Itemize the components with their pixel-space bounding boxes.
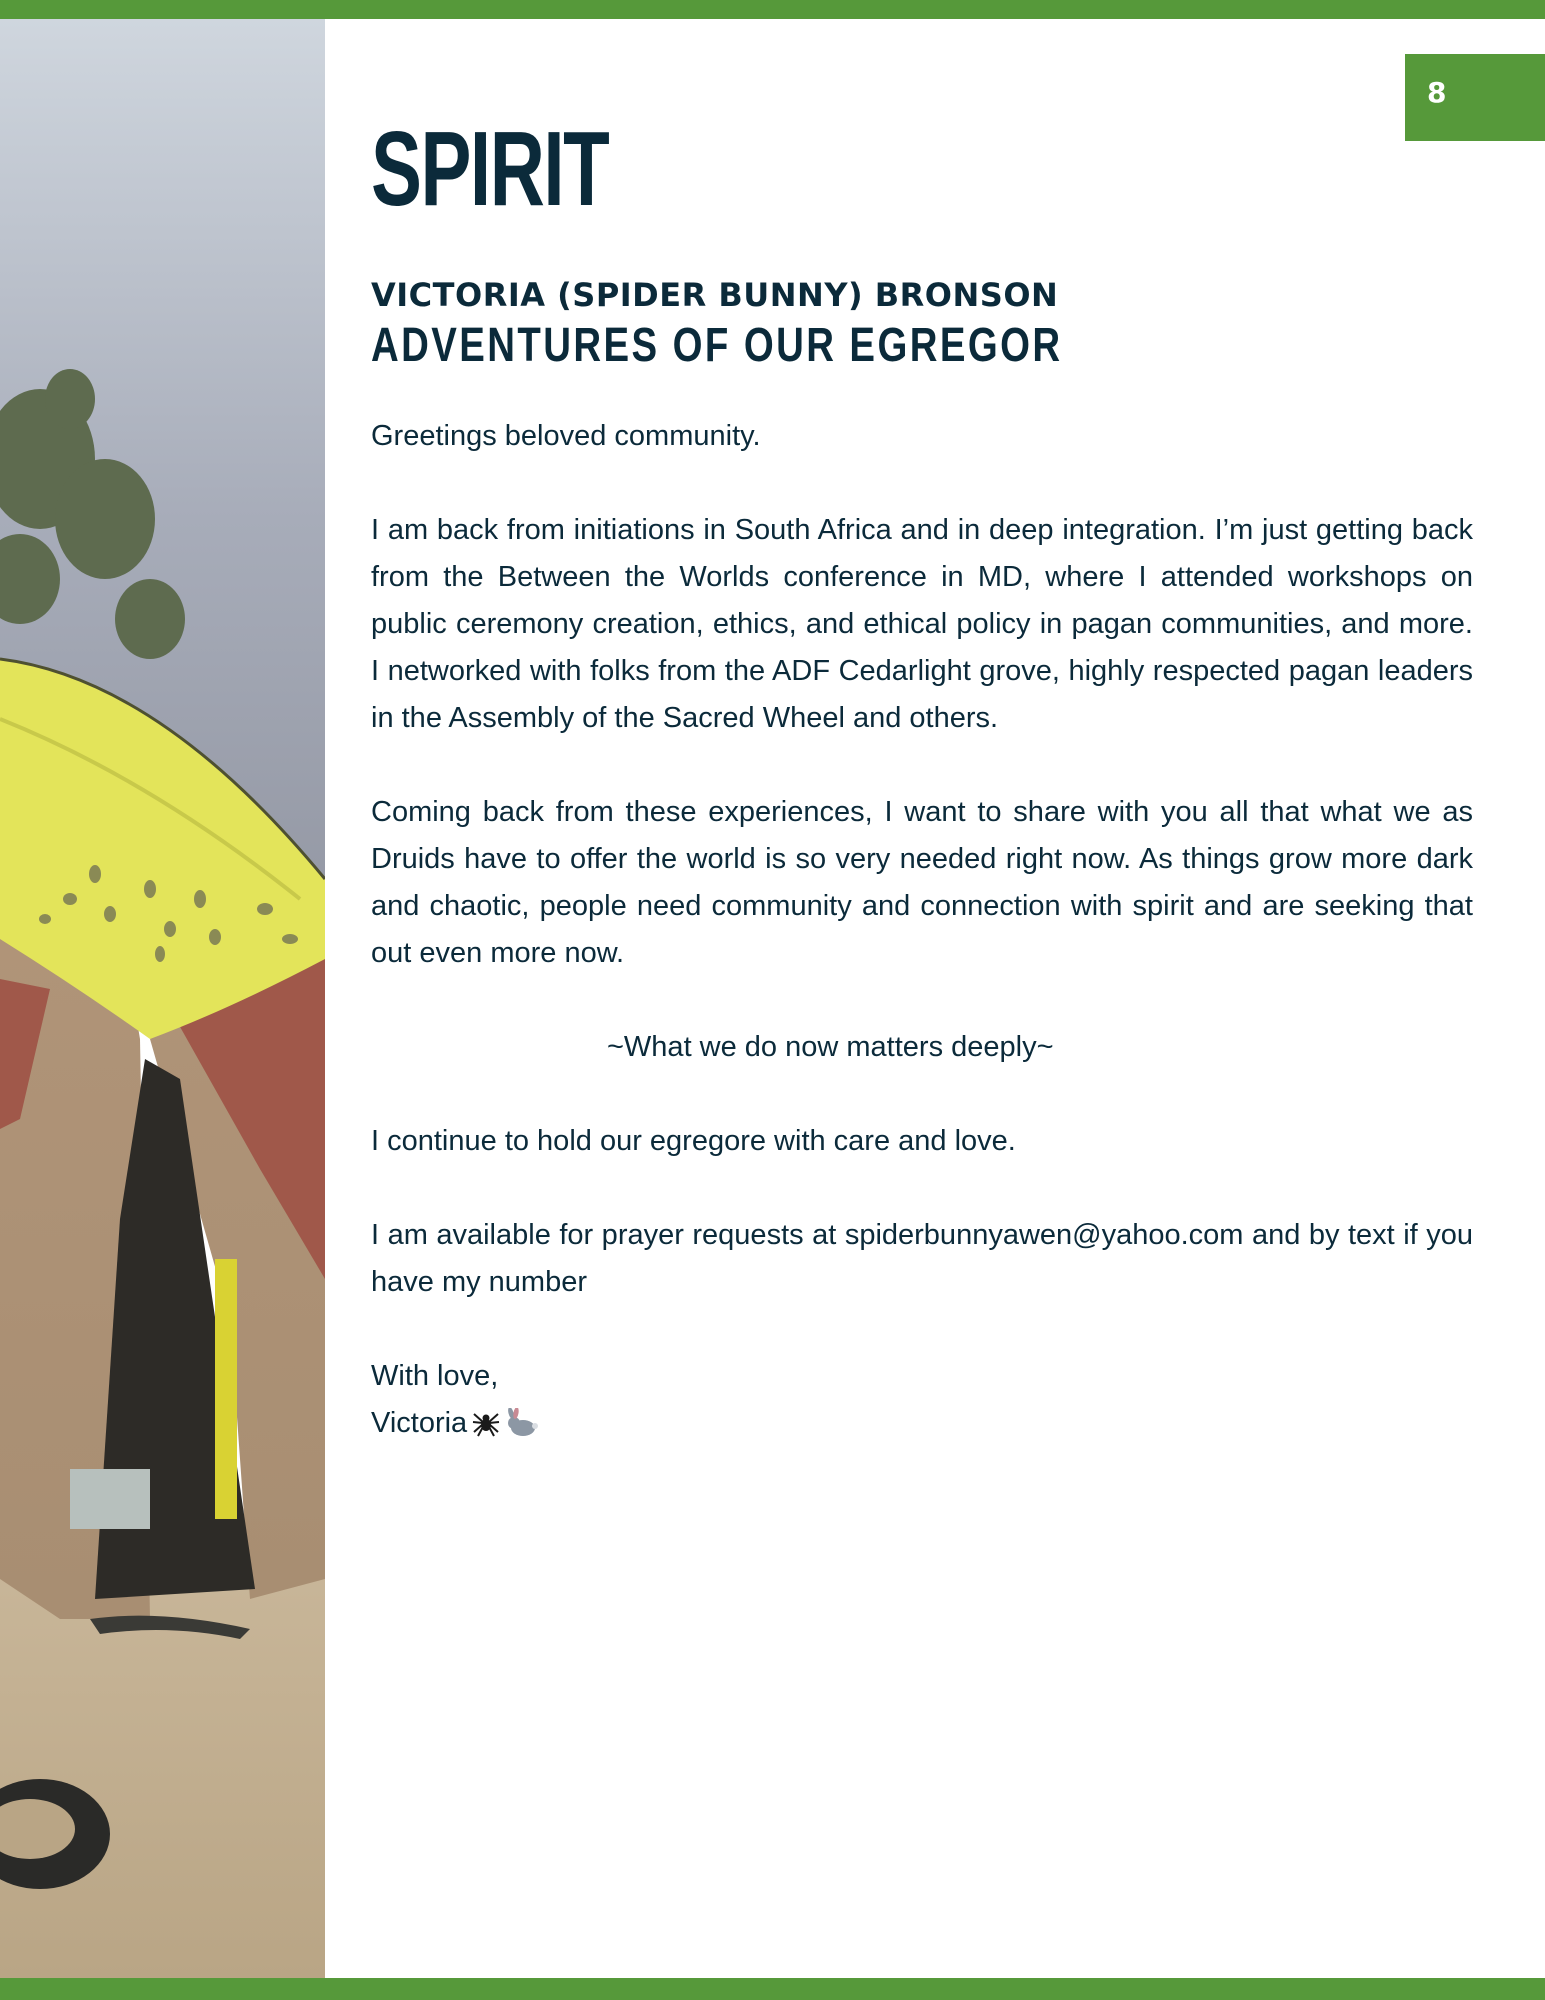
section-title: SPIRIT [371, 110, 609, 228]
closing: With love, [371, 1360, 499, 1392]
paragraph-4: I am available for prayer requests at spiderbunnyawen@yahoo.com and by text if you have my number [371, 1219, 1473, 1298]
article-body [371, 413, 1473, 1453]
article-title: ADVENTURES OF OUR EGREGOR [371, 319, 1063, 372]
paragraph-1: I am back from initiations in South Africa and in deep integration. I’m just getting back from the Between the Worlds conference in MD, where I attended workshops on public ceremony creation, ethics, and ethical policy in pagan communities, and more. I networked with folks from the ADF Cedarlight grove, highly respected pagan leaders in the Assembly of the Sacred Wheel and others. [371, 514, 1473, 734]
paragraph-3: I continue to hold our egregore with care and love. [371, 1125, 1016, 1157]
spider-icon [471, 1406, 501, 1453]
top-accent-bar [0, 0, 1545, 19]
signature-line [371, 1400, 1473, 1453]
greeting: Greetings beloved community. [371, 420, 761, 452]
tent-photo [0, 19, 325, 1978]
quote: ~What we do now matters deeply~ [607, 1031, 1054, 1063]
rabbit-icon [505, 1406, 539, 1453]
paragraph-2: Coming back from these experiences, I want to share with you all that what we as Druids have to offer the world is so very needed right now. As things grow more dark and chaotic, people need community and connection with spirit and are seeking that out even more now. [371, 796, 1473, 969]
page-number: 8 [1405, 54, 1545, 141]
author-name: VICTORIA (SPIDER BUNNY) BRONSON [371, 276, 1059, 314]
signature: Victoria [371, 1407, 468, 1439]
bottom-accent-bar [0, 1978, 1545, 2000]
